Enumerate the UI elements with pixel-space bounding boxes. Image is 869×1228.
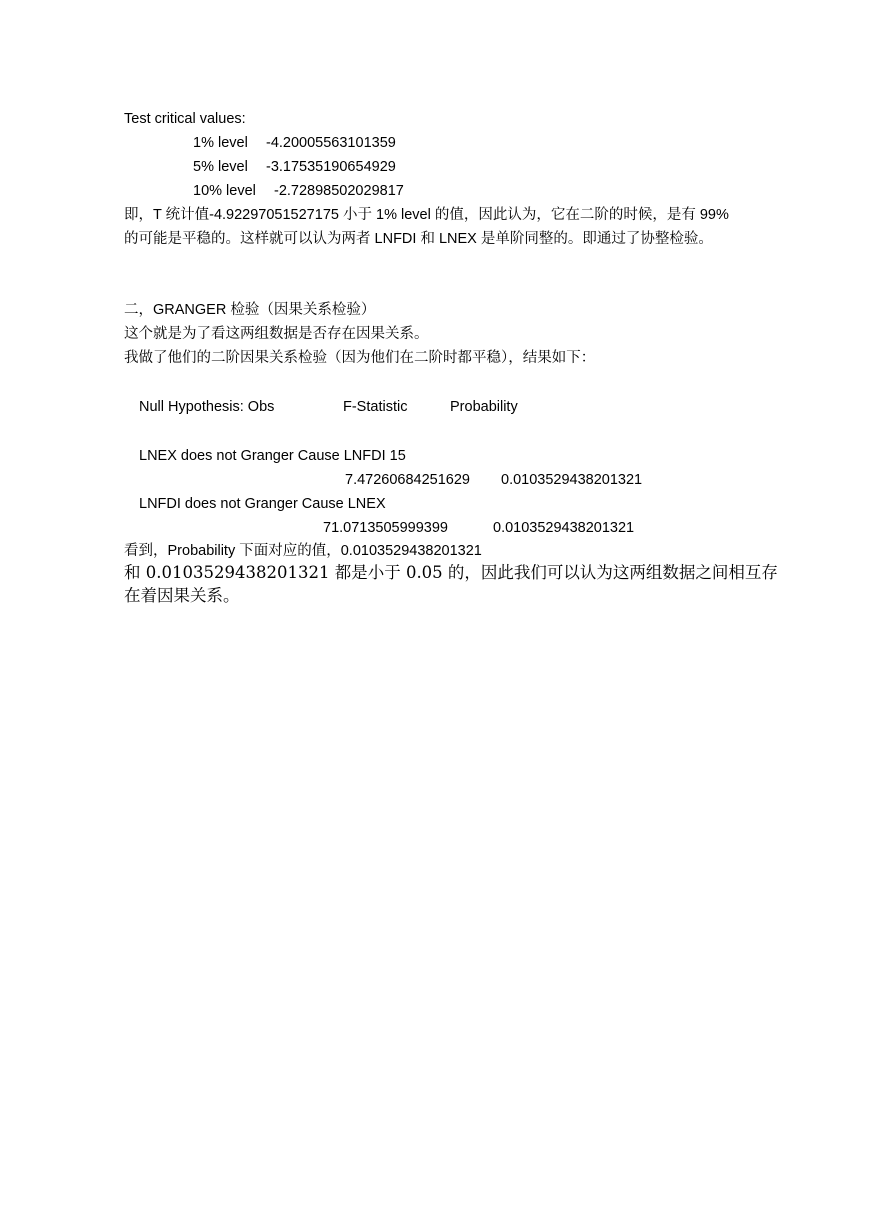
table-row-hypothesis: LNFDI does not Granger Cause LNEX bbox=[139, 496, 386, 512]
table-header-hypothesis: Null Hypothesis: Obs bbox=[139, 399, 275, 415]
adf-conclusion-line-1: 即，T 统计值-4.92297051527175 小于 1% level 的值，因此认为，它在二阶的时候，是有 99% bbox=[124, 207, 729, 223]
granger-method: 我做了他们的二阶因果关系检验（因为他们在二阶时都平稳），结果如下： bbox=[124, 350, 596, 366]
section-title-granger: 二，GRANGER 检验（因果关系检验） bbox=[124, 302, 376, 318]
table-header-f-statistic: F-Statistic bbox=[343, 399, 408, 415]
table-row-f-statistic: 7.47260684251629 bbox=[345, 472, 470, 488]
critical-value: -4.20005563101359 bbox=[266, 135, 396, 151]
granger-result-line: 看到，Probability 下面对应的值，0.0103529438201321 bbox=[124, 543, 482, 559]
critical-values-heading: Test critical values: bbox=[124, 111, 246, 127]
granger-conclusion-line-2: 在着因果关系。 bbox=[124, 586, 240, 605]
table-row-f-statistic: 71.0713505999399 bbox=[323, 520, 448, 536]
adf-conclusion-line-2: 的可能是平稳的。这样就可以认为两者 LNFDI 和 LNEX 是单阶同整的。即通过了协整检验。 bbox=[124, 231, 713, 247]
critical-value: -3.17535190654929 bbox=[266, 159, 396, 175]
table-header-probability: Probability bbox=[450, 399, 518, 415]
table-row-probability: 0.0103529438201321 bbox=[501, 472, 643, 488]
critical-value-label: 10% level bbox=[193, 183, 256, 199]
critical-value-label: 5% level bbox=[193, 159, 248, 175]
table-row-probability: 0.0103529438201321 bbox=[493, 520, 635, 536]
table-row-hypothesis: LNEX does not Granger Cause LNFDI 15 bbox=[139, 448, 406, 464]
critical-value: -2.72898502029817 bbox=[274, 183, 404, 199]
granger-conclusion-line-1: 和 0.0103529438201321 都是小于 0.05 的，因此我们可以认为这两组数据之间相互存 bbox=[124, 563, 778, 582]
granger-intro: 这个就是为了看这两组数据是否存在因果关系。 bbox=[124, 326, 429, 342]
critical-value-label: 1% level bbox=[193, 135, 248, 151]
